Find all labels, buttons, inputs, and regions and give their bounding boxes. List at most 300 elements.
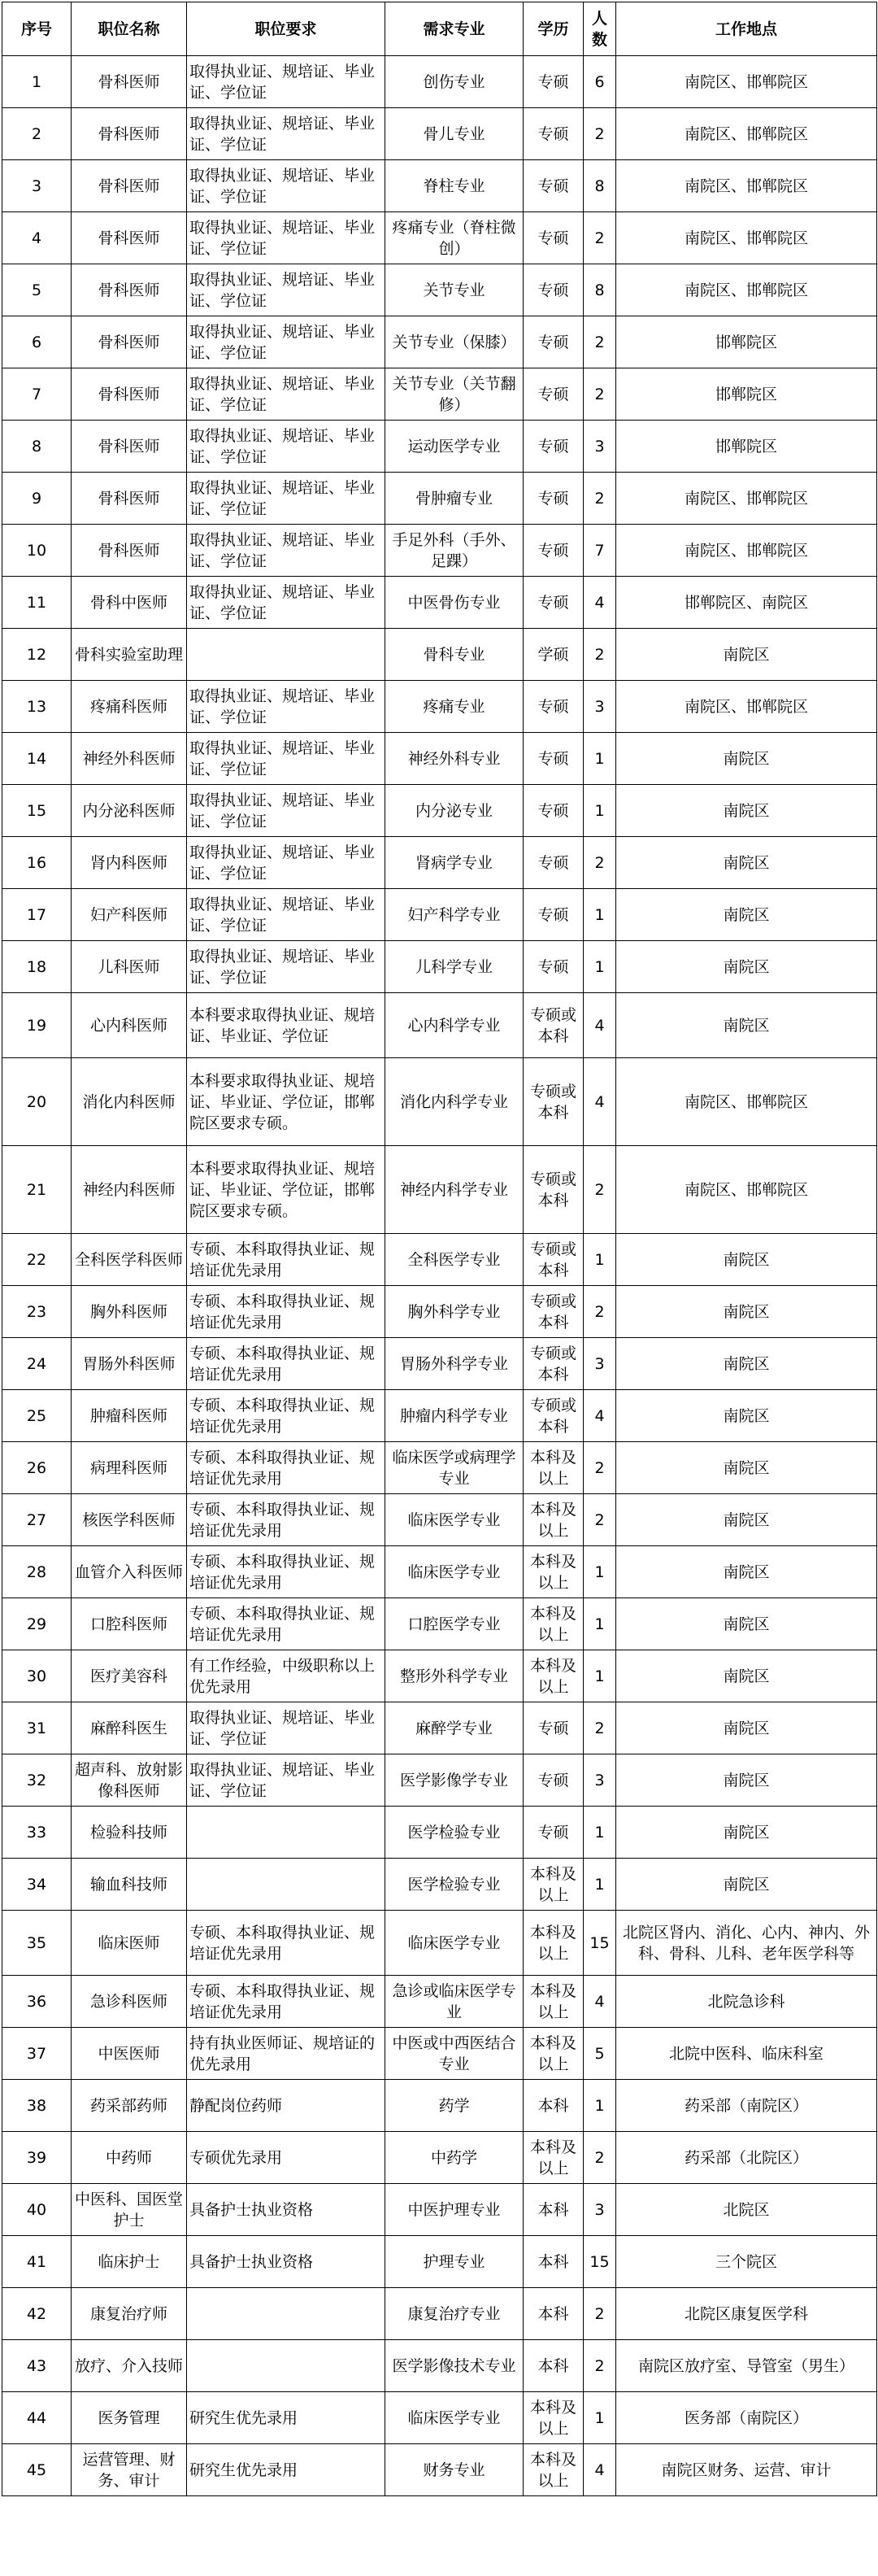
cell-no: 16 [2, 837, 72, 889]
cell-count: 2 [584, 837, 616, 889]
table-row [2, 1911, 877, 1976]
cell-count: 4 [584, 1390, 616, 1442]
cell-education: 专硕 [524, 264, 584, 316]
cell-requirement: 取得执业证、规培证、毕业证、学位证 [187, 473, 385, 525]
cell-title: 中药师 [72, 2132, 187, 2184]
cell-requirement: 取得执业证、规培证、毕业证、学位证 [187, 160, 385, 212]
cell-title: 胃肠外科医师 [72, 1338, 187, 1390]
cell-major: 神经内科学专业 [385, 1146, 524, 1234]
table-row [2, 56, 877, 108]
cell-education: 本科及以上 [524, 1976, 584, 2028]
cell-requirement: 研究生优先录用 [187, 2444, 385, 2496]
cell-requirement: 有工作经验，中级职称以上优先录用 [187, 1650, 385, 1702]
header-cell-no: 序号 [2, 2, 72, 56]
cell-no: 10 [2, 525, 72, 577]
cell-location: 北院急诊科 [616, 1976, 877, 2028]
cell-no: 22 [2, 1234, 72, 1286]
cell-major: 手足外科（手外、足踝） [385, 525, 524, 577]
cell-major: 药学 [385, 2080, 524, 2132]
cell-count: 1 [584, 785, 616, 837]
cell-count: 1 [584, 1807, 616, 1859]
cell-requirement: 研究生优先录用 [187, 2392, 385, 2444]
cell-title: 血管介入科医师 [72, 1546, 187, 1598]
cell-no: 33 [2, 1807, 72, 1859]
table-row [2, 2340, 877, 2392]
cell-education: 本科 [524, 2340, 584, 2392]
cell-no: 8 [2, 421, 72, 473]
cell-location: 南院区、邯郸院区 [616, 264, 877, 316]
cell-major: 肿瘤内科学专业 [385, 1390, 524, 1442]
table-row [2, 1234, 877, 1286]
cell-major: 中药学 [385, 2132, 524, 2184]
table-row [2, 2080, 877, 2132]
cell-count: 2 [584, 2288, 616, 2340]
table-row [2, 1598, 877, 1650]
cell-major: 运动医学专业 [385, 421, 524, 473]
cell-requirement: 静配岗位药师 [187, 2080, 385, 2132]
cell-count: 2 [584, 108, 616, 160]
cell-count: 1 [584, 941, 616, 993]
cell-education: 本科及以上 [524, 1546, 584, 1598]
cell-count: 3 [584, 2184, 616, 2236]
cell-education: 专硕 [524, 56, 584, 108]
table-row [2, 1807, 877, 1859]
cell-requirement: 本科要求取得执业证、规培证、毕业证、学位证 [187, 993, 385, 1058]
cell-major: 医学检验专业 [385, 1859, 524, 1911]
cell-title: 胸外科医师 [72, 1286, 187, 1338]
cell-count: 2 [584, 473, 616, 525]
cell-requirement: 具备护士执业资格 [187, 2236, 385, 2288]
table-row [2, 577, 877, 629]
cell-requirement: 本科要求取得执业证、规培证、毕业证、学位证，邯郸院区要求专硕。 [187, 1146, 385, 1234]
cell-no: 43 [2, 2340, 72, 2392]
cell-requirement: 取得执业证、规培证、毕业证、学位证 [187, 264, 385, 316]
cell-no: 5 [2, 264, 72, 316]
cell-title: 肿瘤科医师 [72, 1390, 187, 1442]
cell-title: 临床护士 [72, 2236, 187, 2288]
header-cell-count: 人数 [584, 2, 616, 56]
cell-title: 内分泌科医师 [72, 785, 187, 837]
cell-title: 核医学科医师 [72, 1494, 187, 1546]
cell-title: 临床医师 [72, 1911, 187, 1976]
cell-requirement: 专硕、本科取得执业证、规培证优先录用 [187, 1976, 385, 2028]
cell-major: 临床医学专业 [385, 2392, 524, 2444]
cell-requirement [187, 1859, 385, 1911]
cell-title: 骨科医师 [72, 421, 187, 473]
cell-education: 本科及以上 [524, 2132, 584, 2184]
cell-education: 专硕 [524, 316, 584, 368]
cell-major: 脊柱专业 [385, 160, 524, 212]
table-row [2, 108, 877, 160]
table-row [2, 473, 877, 525]
cell-count: 1 [584, 2392, 616, 2444]
cell-location: 邯郸院区 [616, 316, 877, 368]
cell-no: 23 [2, 1286, 72, 1338]
cell-title: 骨科医师 [72, 264, 187, 316]
cell-title: 骨科医师 [72, 212, 187, 264]
cell-no: 30 [2, 1650, 72, 1702]
cell-education: 专硕 [524, 837, 584, 889]
cell-count: 2 [584, 2340, 616, 2392]
cell-count: 1 [584, 1234, 616, 1286]
cell-location: 南院区财务、运营、审计 [616, 2444, 877, 2496]
cell-count: 2 [584, 1442, 616, 1494]
cell-education: 专硕或本科 [524, 1234, 584, 1286]
cell-title: 麻醉科医生 [72, 1702, 187, 1754]
table-row [2, 1146, 877, 1234]
cell-no: 35 [2, 1911, 72, 1976]
cell-requirement: 专硕、本科取得执业证、规培证优先录用 [187, 1911, 385, 1976]
cell-title: 运营管理、财务、审计 [72, 2444, 187, 2496]
cell-education: 专硕 [524, 681, 584, 733]
cell-major: 中医或中西医结合专业 [385, 2028, 524, 2080]
cell-count: 6 [584, 56, 616, 108]
cell-title: 全科医学科医师 [72, 1234, 187, 1286]
cell-title: 肾内科医师 [72, 837, 187, 889]
cell-major: 中医护理专业 [385, 2184, 524, 2236]
table-row [2, 368, 877, 421]
cell-no: 26 [2, 1442, 72, 1494]
cell-location: 南院区、邯郸院区 [616, 1058, 877, 1146]
table-row [2, 1338, 877, 1390]
table-row [2, 2392, 877, 2444]
cell-requirement [187, 2340, 385, 2392]
table-body [2, 56, 877, 2496]
cell-requirement: 取得执业证、规培证、毕业证、学位证 [187, 837, 385, 889]
cell-title: 神经外科医师 [72, 733, 187, 785]
cell-title: 儿科医师 [72, 941, 187, 993]
table-row [2, 629, 877, 681]
cell-count: 2 [584, 1146, 616, 1234]
cell-no: 44 [2, 2392, 72, 2444]
cell-location: 北院区 [616, 2184, 877, 2236]
cell-requirement: 取得执业证、规培证、毕业证、学位证 [187, 108, 385, 160]
header-cell-title: 职位名称 [72, 2, 187, 56]
cell-education: 专硕或本科 [524, 993, 584, 1058]
cell-major: 疼痛专业 [385, 681, 524, 733]
cell-requirement: 取得执业证、规培证、毕业证、学位证 [187, 785, 385, 837]
cell-no: 21 [2, 1146, 72, 1234]
cell-education: 本科及以上 [524, 1494, 584, 1546]
cell-education: 专硕 [524, 368, 584, 421]
cell-education: 本科及以上 [524, 2028, 584, 2080]
cell-count: 1 [584, 1650, 616, 1702]
cell-count: 2 [584, 316, 616, 368]
cell-no: 14 [2, 733, 72, 785]
cell-education: 专硕 [524, 889, 584, 941]
cell-major: 整形外科学专业 [385, 1650, 524, 1702]
cell-education: 本科及以上 [524, 1911, 584, 1976]
cell-location: 南院区 [616, 1390, 877, 1442]
cell-title: 康复治疗师 [72, 2288, 187, 2340]
cell-title: 骨科医师 [72, 473, 187, 525]
cell-count: 7 [584, 525, 616, 577]
cell-location: 南院区 [616, 1546, 877, 1598]
cell-location: 南院区 [616, 1286, 877, 1338]
cell-count: 3 [584, 1754, 616, 1807]
cell-title: 医务管理 [72, 2392, 187, 2444]
cell-location: 南院区、邯郸院区 [616, 212, 877, 264]
cell-education: 专硕 [524, 1702, 584, 1754]
table-row [2, 2132, 877, 2184]
cell-no: 18 [2, 941, 72, 993]
cell-count: 1 [584, 1598, 616, 1650]
cell-major: 骨科专业 [385, 629, 524, 681]
cell-requirement: 取得执业证、规培证、毕业证、学位证 [187, 368, 385, 421]
cell-major: 肾病学专业 [385, 837, 524, 889]
cell-title: 放疗、介入技师 [72, 2340, 187, 2392]
cell-count: 3 [584, 421, 616, 473]
cell-no: 13 [2, 681, 72, 733]
cell-education: 专硕 [524, 577, 584, 629]
cell-location: 南院区、邯郸院区 [616, 1146, 877, 1234]
cell-count: 1 [584, 733, 616, 785]
cell-requirement: 专硕、本科取得执业证、规培证优先录用 [187, 1286, 385, 1338]
table-row [2, 264, 877, 316]
cell-education: 本科 [524, 2288, 584, 2340]
cell-requirement: 专硕、本科取得执业证、规培证优先录用 [187, 1494, 385, 1546]
cell-count: 1 [584, 889, 616, 941]
cell-no: 2 [2, 108, 72, 160]
cell-requirement: 专硕优先录用 [187, 2132, 385, 2184]
cell-no: 32 [2, 1754, 72, 1807]
cell-requirement [187, 629, 385, 681]
cell-major: 护理专业 [385, 2236, 524, 2288]
cell-major: 创伤专业 [385, 56, 524, 108]
cell-requirement: 专硕、本科取得执业证、规培证优先录用 [187, 1234, 385, 1286]
cell-location: 南院区、邯郸院区 [616, 108, 877, 160]
cell-location: 南院区 [616, 629, 877, 681]
table-row [2, 1286, 877, 1338]
cell-major: 内分泌专业 [385, 785, 524, 837]
cell-count: 3 [584, 1338, 616, 1390]
cell-title: 病理科医师 [72, 1442, 187, 1494]
cell-major: 医学影像技术专业 [385, 2340, 524, 2392]
table-row [2, 1650, 877, 1702]
cell-title: 检验科技师 [72, 1807, 187, 1859]
cell-major: 急诊或临床医学专业 [385, 1976, 524, 2028]
table-row [2, 1546, 877, 1598]
header-cell-major: 需求专业 [385, 2, 524, 56]
table-row [2, 2028, 877, 2080]
cell-title: 口腔科医师 [72, 1598, 187, 1650]
cell-location: 药采部（南院区） [616, 2080, 877, 2132]
table-row [2, 525, 877, 577]
cell-count: 1 [584, 2080, 616, 2132]
cell-location: 南院区 [616, 1234, 877, 1286]
cell-requirement: 取得执业证、规培证、毕业证、学位证 [187, 577, 385, 629]
cell-location: 北院区肾内、消化、心内、神内、外科、骨科、儿科、老年医学科等 [616, 1911, 877, 1976]
cell-major: 全科医学专业 [385, 1234, 524, 1286]
cell-title: 骨科医师 [72, 56, 187, 108]
cell-title: 中医医师 [72, 2028, 187, 2080]
cell-title: 骨科实验室助理 [72, 629, 187, 681]
cell-no: 36 [2, 1976, 72, 2028]
cell-title: 骨科医师 [72, 525, 187, 577]
table-row [2, 1702, 877, 1754]
cell-major: 胃肠外科学专业 [385, 1338, 524, 1390]
cell-title: 骨科医师 [72, 160, 187, 212]
cell-count: 4 [584, 2444, 616, 2496]
cell-major: 关节专业 [385, 264, 524, 316]
cell-education: 本科 [524, 2184, 584, 2236]
table-row [2, 733, 877, 785]
cell-no: 45 [2, 2444, 72, 2496]
cell-location: 南院区、邯郸院区 [616, 473, 877, 525]
cell-title: 妇产科医师 [72, 889, 187, 941]
cell-count: 15 [584, 2236, 616, 2288]
header-cell-requirement: 职位要求 [187, 2, 385, 56]
cell-requirement: 具备护士执业资格 [187, 2184, 385, 2236]
cell-no: 20 [2, 1058, 72, 1146]
cell-requirement: 专硕、本科取得执业证、规培证优先录用 [187, 1546, 385, 1598]
cell-major: 麻醉学专业 [385, 1702, 524, 1754]
cell-no: 1 [2, 56, 72, 108]
cell-education: 专硕 [524, 421, 584, 473]
table-row [2, 941, 877, 993]
header-row [2, 2, 877, 56]
cell-major: 口腔医学专业 [385, 1598, 524, 1650]
cell-requirement: 取得执业证、规培证、毕业证、学位证 [187, 56, 385, 108]
cell-no: 37 [2, 2028, 72, 2080]
cell-no: 39 [2, 2132, 72, 2184]
cell-education: 专硕 [524, 473, 584, 525]
cell-location: 邯郸院区、南院区 [616, 577, 877, 629]
cell-education: 本科及以上 [524, 2444, 584, 2496]
table-row [2, 2288, 877, 2340]
cell-count: 1 [584, 1546, 616, 1598]
cell-count: 2 [584, 1494, 616, 1546]
cell-no: 11 [2, 577, 72, 629]
table-row [2, 785, 877, 837]
cell-location: 南院区 [616, 993, 877, 1058]
cell-education: 本科及以上 [524, 2392, 584, 2444]
cell-requirement: 专硕、本科取得执业证、规培证优先录用 [187, 1442, 385, 1494]
recruitment-table [2, 2, 877, 2496]
cell-count: 4 [584, 1058, 616, 1146]
table-row [2, 889, 877, 941]
cell-requirement: 专硕、本科取得执业证、规培证优先录用 [187, 1390, 385, 1442]
cell-count: 4 [584, 577, 616, 629]
cell-location: 邯郸院区 [616, 368, 877, 421]
cell-requirement: 本科要求取得执业证、规培证、毕业证、学位证，邯郸院区要求专硕。 [187, 1058, 385, 1146]
cell-major: 关节专业（保膝） [385, 316, 524, 368]
cell-no: 28 [2, 1546, 72, 1598]
cell-education: 专硕或本科 [524, 1390, 584, 1442]
cell-major: 疼痛专业（脊柱微创） [385, 212, 524, 264]
cell-title: 超声科、放射影像科医师 [72, 1754, 187, 1807]
cell-requirement [187, 1807, 385, 1859]
cell-major: 骨肿瘤专业 [385, 473, 524, 525]
cell-major: 胸外科学专业 [385, 1286, 524, 1338]
cell-no: 27 [2, 1494, 72, 1546]
cell-major: 临床医学专业 [385, 1546, 524, 1598]
cell-location: 南院区 [616, 837, 877, 889]
cell-education: 专硕或本科 [524, 1286, 584, 1338]
cell-location: 南院区 [616, 785, 877, 837]
cell-location: 北院区康复医学科 [616, 2288, 877, 2340]
cell-education: 专硕 [524, 1754, 584, 1807]
cell-title: 输血科技师 [72, 1859, 187, 1911]
cell-count: 2 [584, 1286, 616, 1338]
cell-education: 学硕 [524, 629, 584, 681]
cell-count: 1 [584, 1859, 616, 1911]
cell-no: 3 [2, 160, 72, 212]
cell-location: 南院区 [616, 1754, 877, 1807]
table-row [2, 681, 877, 733]
table-row [2, 212, 877, 264]
cell-no: 12 [2, 629, 72, 681]
header-cell-location: 工作地点 [616, 2, 877, 56]
cell-requirement: 取得执业证、规培证、毕业证、学位证 [187, 212, 385, 264]
cell-education: 专硕或本科 [524, 1338, 584, 1390]
cell-count: 5 [584, 2028, 616, 2080]
table-row [2, 1859, 877, 1911]
cell-no: 7 [2, 368, 72, 421]
cell-location: 南院区 [616, 889, 877, 941]
cell-requirement: 取得执业证、规培证、毕业证、学位证 [187, 681, 385, 733]
table-row [2, 837, 877, 889]
table-row [2, 1442, 877, 1494]
cell-title: 心内科医师 [72, 993, 187, 1058]
cell-location: 南院区 [616, 1702, 877, 1754]
cell-title: 急诊科医师 [72, 1976, 187, 2028]
cell-count: 2 [584, 1702, 616, 1754]
cell-no: 24 [2, 1338, 72, 1390]
cell-major: 心内科学专业 [385, 993, 524, 1058]
table-row [2, 1494, 877, 1546]
cell-education: 专硕 [524, 1807, 584, 1859]
table-row [2, 2236, 877, 2288]
cell-requirement: 专硕、本科取得执业证、规培证优先录用 [187, 1338, 385, 1390]
table-row [2, 2184, 877, 2236]
cell-location: 南院区 [616, 1494, 877, 1546]
cell-no: 6 [2, 316, 72, 368]
cell-count: 2 [584, 368, 616, 421]
table-row [2, 1058, 877, 1146]
cell-requirement: 取得执业证、规培证、毕业证、学位证 [187, 421, 385, 473]
cell-requirement: 取得执业证、规培证、毕业证、学位证 [187, 941, 385, 993]
cell-education: 专硕 [524, 160, 584, 212]
cell-title: 神经内科医师 [72, 1146, 187, 1234]
cell-title: 疼痛科医师 [72, 681, 187, 733]
cell-no: 42 [2, 2288, 72, 2340]
cell-count: 8 [584, 160, 616, 212]
cell-location: 南院区 [616, 1807, 877, 1859]
table-row [2, 316, 877, 368]
cell-no: 41 [2, 2236, 72, 2288]
cell-education: 本科及以上 [524, 1859, 584, 1911]
cell-education: 本科 [524, 2236, 584, 2288]
cell-no: 40 [2, 2184, 72, 2236]
cell-requirement: 取得执业证、规培证、毕业证、学位证 [187, 525, 385, 577]
cell-title: 骨科医师 [72, 316, 187, 368]
cell-location: 南院区、邯郸院区 [616, 160, 877, 212]
cell-no: 4 [2, 212, 72, 264]
cell-major: 财务专业 [385, 2444, 524, 2496]
cell-location: 南院区、邯郸院区 [616, 681, 877, 733]
cell-no: 19 [2, 993, 72, 1058]
cell-title: 消化内科医师 [72, 1058, 187, 1146]
cell-education: 专硕或本科 [524, 1146, 584, 1234]
cell-location: 医务部（南院区） [616, 2392, 877, 2444]
cell-no: 25 [2, 1390, 72, 1442]
cell-education: 本科及以上 [524, 1598, 584, 1650]
cell-major: 儿科学专业 [385, 941, 524, 993]
cell-count: 4 [584, 1976, 616, 2028]
cell-education: 专硕或本科 [524, 1058, 584, 1146]
cell-education: 专硕 [524, 525, 584, 577]
